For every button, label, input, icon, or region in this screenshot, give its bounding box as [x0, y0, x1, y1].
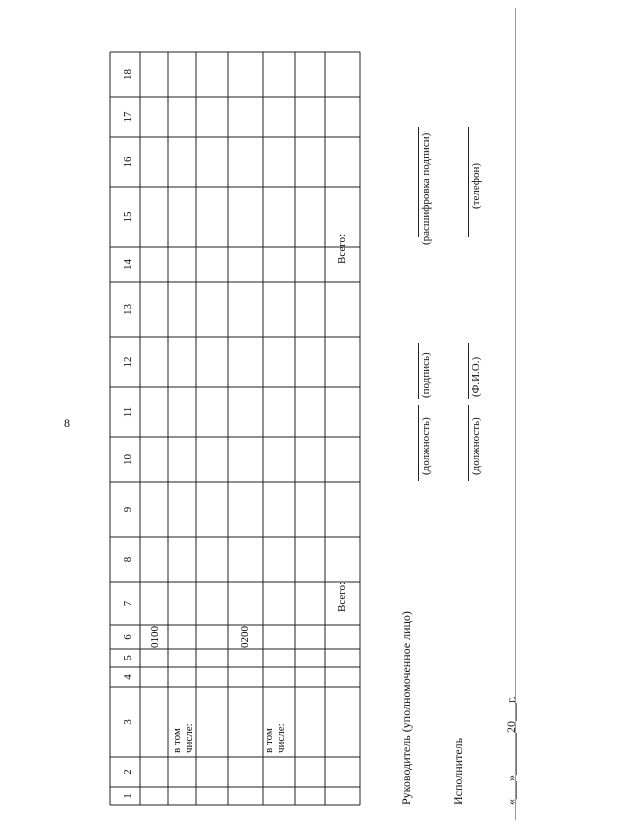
column-header: 13 — [122, 304, 134, 315]
executor-position-caption: (должность) — [470, 417, 482, 475]
head-position-caption: (должность) — [420, 417, 432, 475]
head-title: Руководитель (уполномоченное лицо) — [399, 611, 413, 805]
cell-in-that-number: в томчисле: — [263, 723, 287, 753]
executor-name-caption: (Ф.И.О.) — [470, 356, 482, 397]
cell-code: 0200 — [239, 626, 251, 648]
column-header: 3 — [122, 719, 134, 725]
column-header: 2 — [122, 769, 134, 775]
column-header: 7 — [122, 600, 134, 607]
head-decoding-caption: (расшифровка подписи) — [420, 132, 432, 245]
column-header: 4 — [122, 674, 134, 680]
column-header: 16 — [122, 156, 134, 168]
executor-phone-caption: (телефон) — [470, 162, 482, 209]
cell-total: Всего: — [336, 233, 348, 265]
column-header: 8 — [122, 556, 134, 563]
head-signature-line — [418, 343, 419, 399]
cell-in-that-number: в томчисле: — [171, 723, 195, 753]
column-header: 15 — [122, 211, 134, 223]
date-line: «___»_______20___г. — [504, 696, 518, 805]
cell-total: Всего: — [336, 581, 348, 613]
column-header: 12 — [122, 356, 134, 368]
head-decoding-line — [418, 127, 419, 237]
column-header: 14 — [122, 259, 134, 270]
page-number: 8 — [64, 416, 70, 430]
column-header: 5 — [122, 655, 134, 661]
head-signature-caption: (подпись) — [420, 352, 432, 398]
column-header: 1 — [122, 793, 134, 799]
executor-position-line — [468, 405, 469, 481]
executor-title: Исполнитель — [451, 737, 465, 805]
column-header: 10 — [122, 454, 134, 465]
column-header: 11 — [122, 406, 134, 418]
column-header: 6 — [122, 634, 134, 640]
head-position-line — [418, 405, 419, 481]
executor-phone-line — [468, 127, 469, 237]
executor-name-line — [468, 343, 469, 399]
column-header: 17 — [122, 111, 134, 123]
column-header: 18 — [122, 69, 134, 80]
cell-code: 0100 — [149, 626, 161, 648]
column-header: 9 — [122, 506, 134, 513]
